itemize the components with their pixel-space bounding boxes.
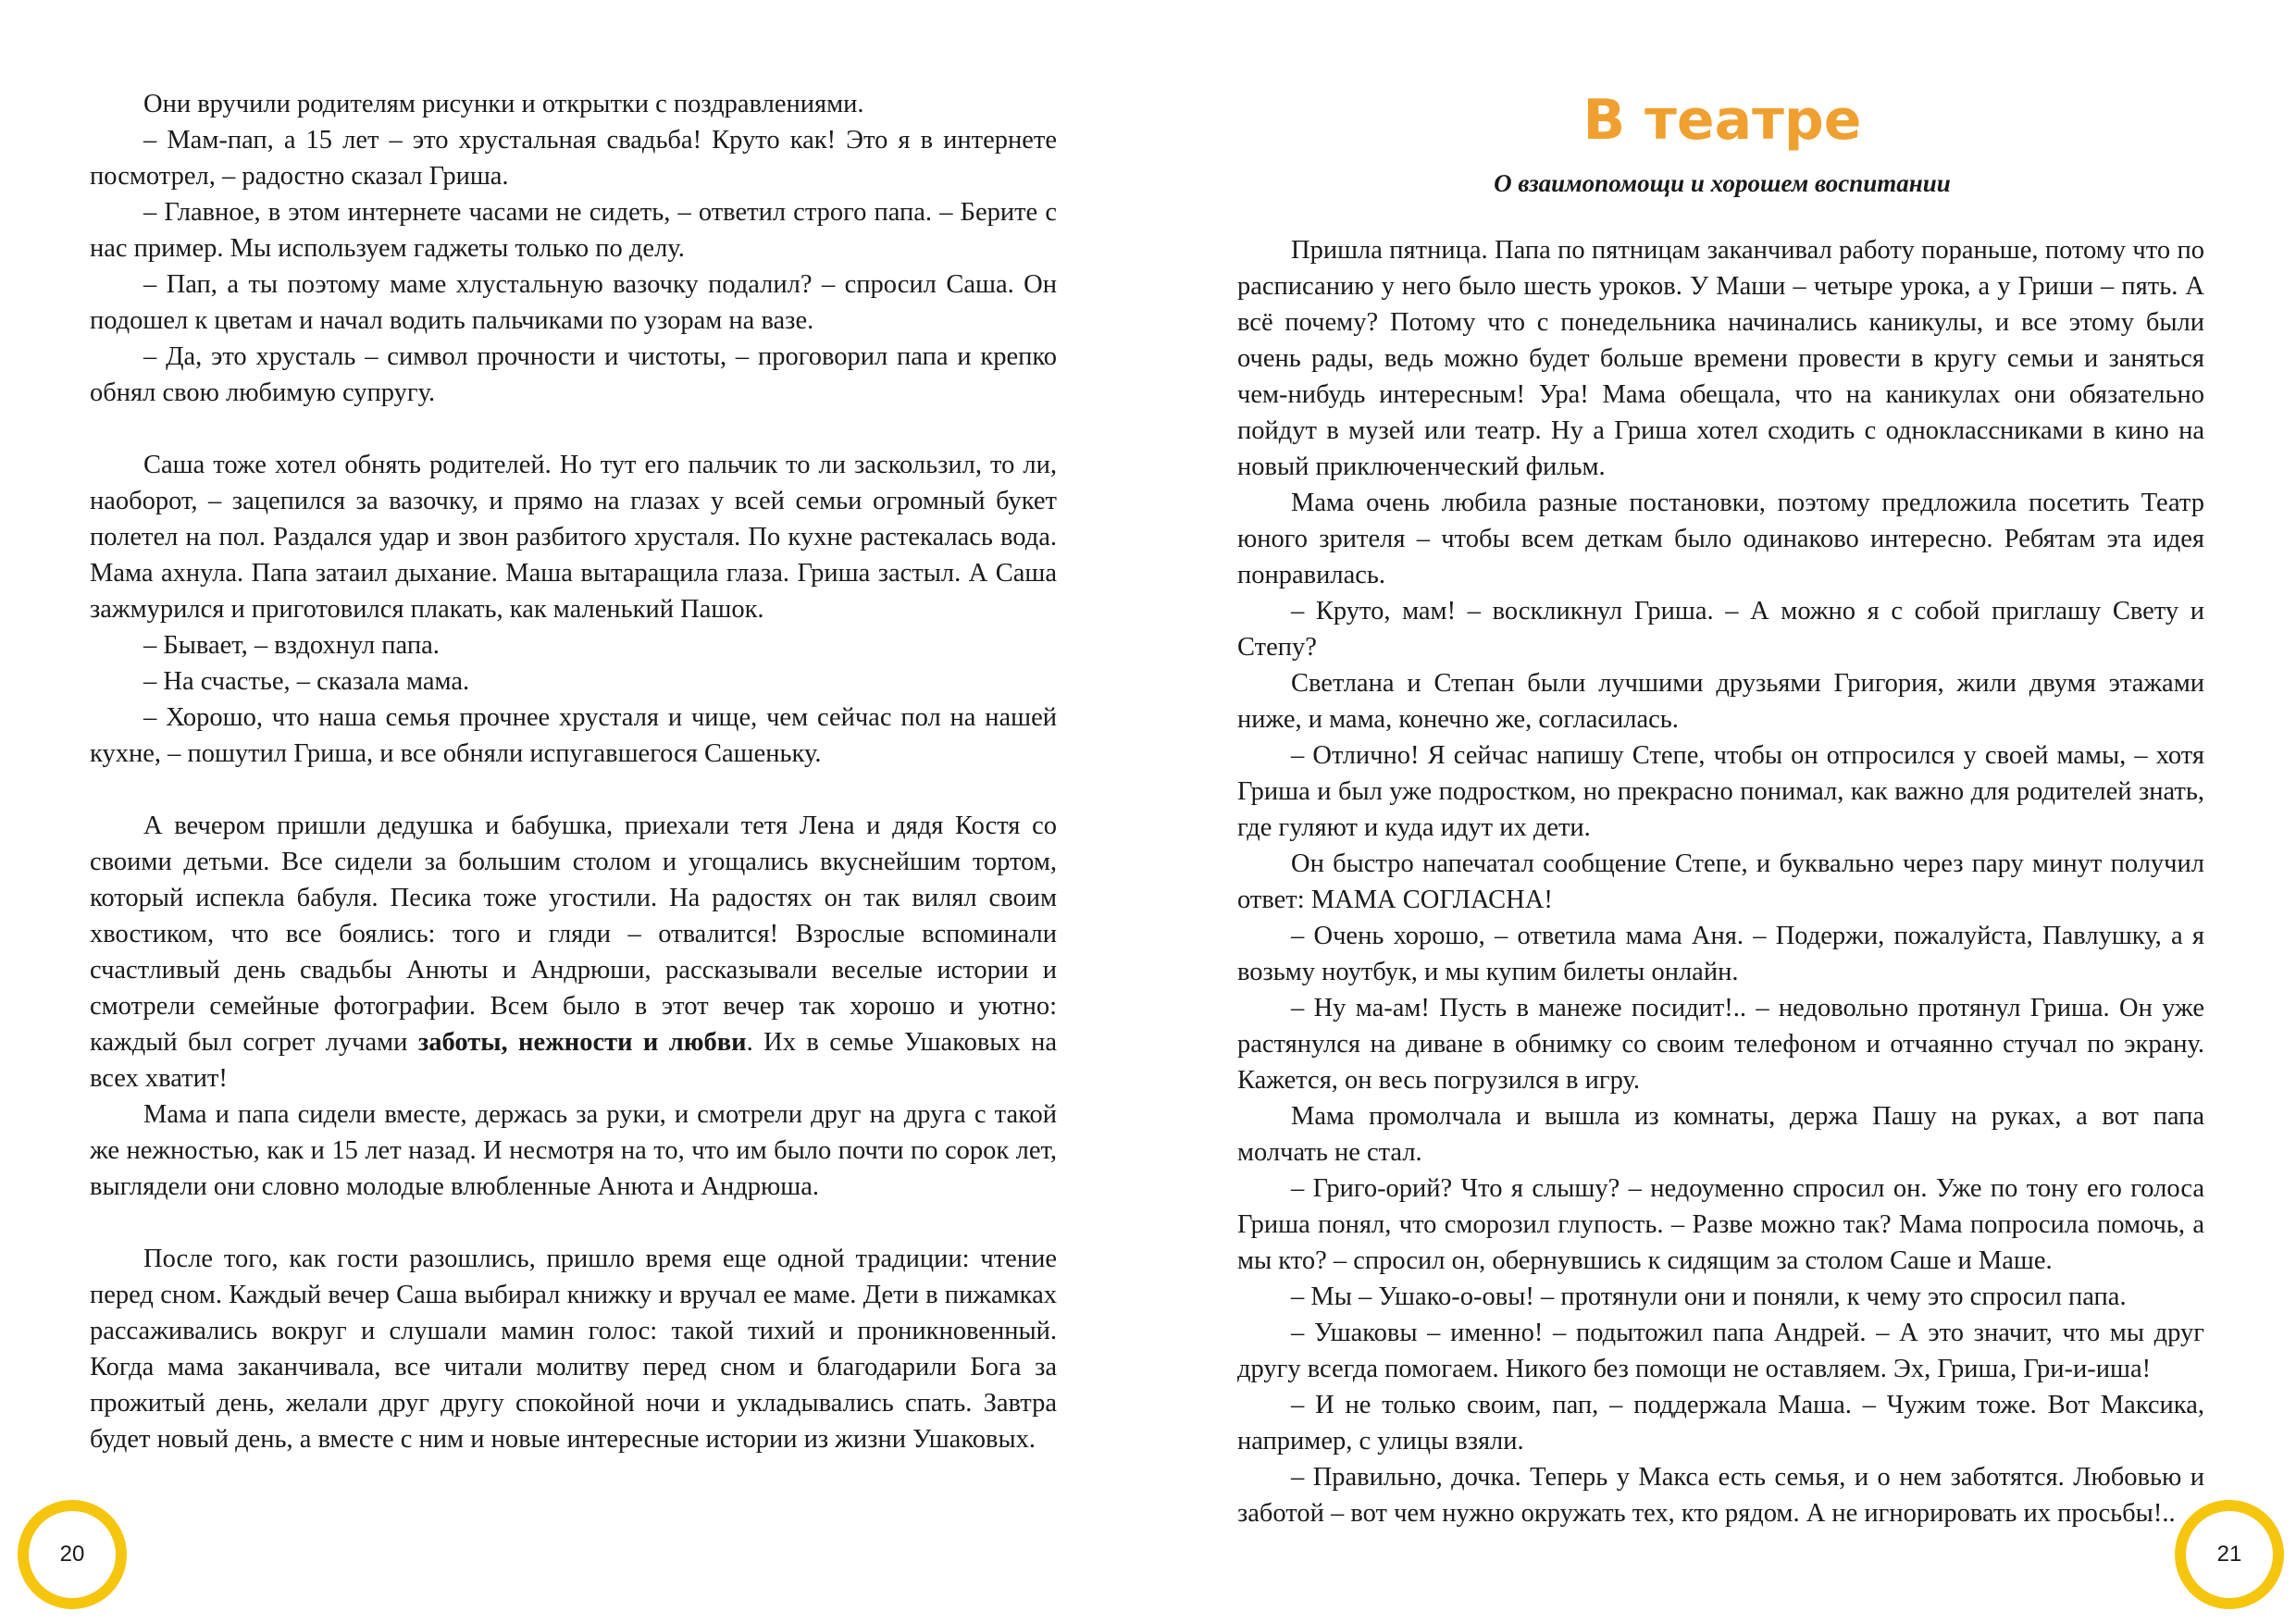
paragraph [90, 808, 1057, 1096]
paragraph: Светлана и Степан были лучшими друзьями Григория, жили двумя этажами ниже, и мама, конечно же, согласилась. [1237, 669, 2204, 734]
paragraph: – Бывает, – вздохнул папа. [143, 631, 440, 660]
chapter-subtitle: О взаимопомощи и хорошем воспитании [1494, 169, 1951, 197]
left-page-text [90, 86, 1057, 1457]
paragraph: – Очень хорошо, – ответила мама Аня. – Подержи, пожалуйста, Павлушку, а я возьму ноутбук, и мы купим билеты онлайн. [1237, 922, 2204, 986]
paragraph: Мама промолчала и вышла из комнаты, держа Пашу на руках, а вот папа молчать не стал. [1237, 1102, 2204, 1167]
paragraph: – И не только своим, пап, – поддержала Маша. – Чужим тоже. Вот Максика, например, с улицы взяли. [1237, 1391, 2204, 1456]
paragraph: Он быстро напечатал сообщение Степе, и буквально через пару минут получил ответ: МАМА СОГЛАСНА! [1237, 849, 2204, 914]
paragraph: – Григо-орий? Что я слышу? – недоуменно спросил он. Уже по тону его голоса Гриша понял, что сморозил глупость. – Разве можно так? Мама попросила помочь, а мы кто? – спросил он, обернувшись к сидящим за столом Саше и Маше. [1237, 1174, 2204, 1275]
paragraph: После того, как гости разошлись, пришло время еще одной традиции: чтение перед сном. Каждый вечер Саша выбирал книжку и вручал ее маме. Дети в пижамках рассаживались вокруг и слушали мамин голос: такой тихий и проникновенный. Когда мама заканчивала, все читали молитву перед сном и благодарили Бога за прожитый день, желали друг другу спокойной ночи и укладывались спать. Завтра будет новый день, а вместе с ним и новые интересные истории из жизни Ушаковых. [90, 1245, 1057, 1454]
paragraph: – Правильно, дочка. Теперь у Макса есть семья, и о нем заботятся. Любовью и заботой – вот чем нужно окружать тех, кто рядом. А не игнорировать их просьбы!.. [1237, 1463, 2204, 1528]
paragraph: – Да, это хрусталь – символ прочности и чистоты, – проговорил папа и крепко обнял свою любимую супругу. [90, 342, 1057, 407]
paragraph-text-after: . Их в семье Ушаковых на всех хватит! [90, 1028, 1058, 1093]
paragraph: – Мы – Ушако-о-овы! – протянули они и поняли, к чему это спросил папа. [1291, 1282, 2127, 1311]
page-number: 21 [2216, 1542, 2242, 1567]
paragraph: – Хорошо, что наша семья прочнее хрусталя и чище, чем сейчас пол на нашей кухне, – пошутил Гриша, и все обняли испугавшегося Сашеньку. [90, 703, 1057, 768]
section-gap [90, 772, 1057, 808]
paragraph: – На счастье, – сказала мама. [143, 667, 470, 696]
paragraph: – Отлично! Я сейчас напишу Степе, чтобы он отпросился у своей мамы, – хотя Гриша и был уже подростком, но прекрасно понимал, как важно для родителей знать, где гуляют и куда идут их дети. [1237, 741, 2204, 842]
right-page [1148, 0, 2296, 1623]
section-gap [90, 1205, 1057, 1241]
bold-phrase: заботы, нежности и любви [417, 1028, 747, 1057]
paragraph: Саша тоже хотел обнять родителей. Но тут его пальчик то ли заскользил, то ли, наоборот, – зацепился за вазочку, и прямо на глазах у всей семьи огромный букет полетел на пол. Раздался удар и звон разбитого хрусталя. По кухне растекалась вода. Мама ахнула. Папа затаил дыхание. Маша вытаращила глаза. Гриша застыл. А Саша зажмурился и приготовился плакать, как маленький Пашок. [90, 451, 1057, 624]
paragraph: Пришла пятница. Папа по пятницам заканчивал работу пораньше, потому что по расписанию у него было шесть уроков. У Маши – четыре урока, а у Гриши – пять. А всё почему? Потому что с понедельника начинались каникулы, и все этому были очень рады, ведь можно будет больше времени провести в кругу семьи и заняться чем-нибудь интересным! Ура! Мама обещала, что на каникулах они обязательно пойдут в музей или театр. Ну а Гриша хотел сходить с одноклассниками в кино на новый приключенческий фильм. [1237, 236, 2204, 481]
paragraph: – Круто, мам! – воскликнул Гриша. – А можно я с собой приглашу Свету и Степу? [1237, 597, 2204, 662]
page-number-badge [18, 1500, 127, 1609]
section-gap [90, 411, 1057, 447]
page-number: 20 [59, 1542, 85, 1567]
paragraph: Они вручили родителям рисунки и открытки с поздравлениями. [143, 90, 864, 118]
paragraph: – Главное, в этом интернете часами не сидеть, – ответил строго папа. – Берите с нас пример. Мы используем гаджеты только по делу. [90, 198, 1057, 263]
page-number-badge [2175, 1500, 2284, 1609]
paragraph: – Мам-пап, а 15 лет – это хрустальная свадьба! Круто как! Это я в интернете посмотрел, – радостно сказал Гриша. [90, 126, 1057, 191]
paragraph-text: А вечером пришли дедушка и бабушка, приехали тетя Лена и дядя Костя со своими детьми. Все сидели за большим столом и угощались вкуснейшим тортом, который испекла бабуля. Песика тоже угостили. На радостях он так вилял своим хвостиком, что все боялись: того и гляди – отвалится! Взрослые вспоминали счастливый день свадьбы Анюты и Андрюши, рассказывали веселые истории и смотрели семейные фотографии. Всем было в этот вечер так хорошо и уютно: каждый был согрет лучами [90, 812, 1057, 1057]
right-page-text [1237, 232, 2204, 1531]
paragraph: – Ушаковы – именно! – подытожил папа Андрей. – А это значит, что мы друг другу всегда помогаем. Никого без помощи не оставляем. Эх, Гриша, Гри-и-иша! [1237, 1319, 2204, 1383]
paragraph: Мама и папа сидели вместе, держась за руки, и смотрели друг на друга с такой же нежностью, как и 15 лет назад. И несмотря на то, что им было почти по сорок лет, выглядели они словно молодые влюбленные Анюта и Андрюша. [90, 1100, 1057, 1201]
paragraph: – Ну ма-ам! Пусть в манеже посидит!.. – недовольно протянул Гриша. Он уже растянулся на диване в обнимку со своим телефоном и отчаянно стучал по экрану. Кажется, он весь погрузился в игру. [1237, 994, 2204, 1095]
paragraph: Мама очень любила разные постановки, поэтому предложила посетить Театр юного зрителя – чтобы всем деткам было одинаково интересно. Ребятам эта идея понравилась. [1237, 489, 2204, 589]
chapter-title: В театре [1582, 88, 1862, 153]
paragraph: – Пап, а ты поэтому маме хлустальную вазочку подалил? – спросил Саша. Он подошел к цветам и начал водить пальчиками по узорам на вазе. [90, 270, 1057, 335]
